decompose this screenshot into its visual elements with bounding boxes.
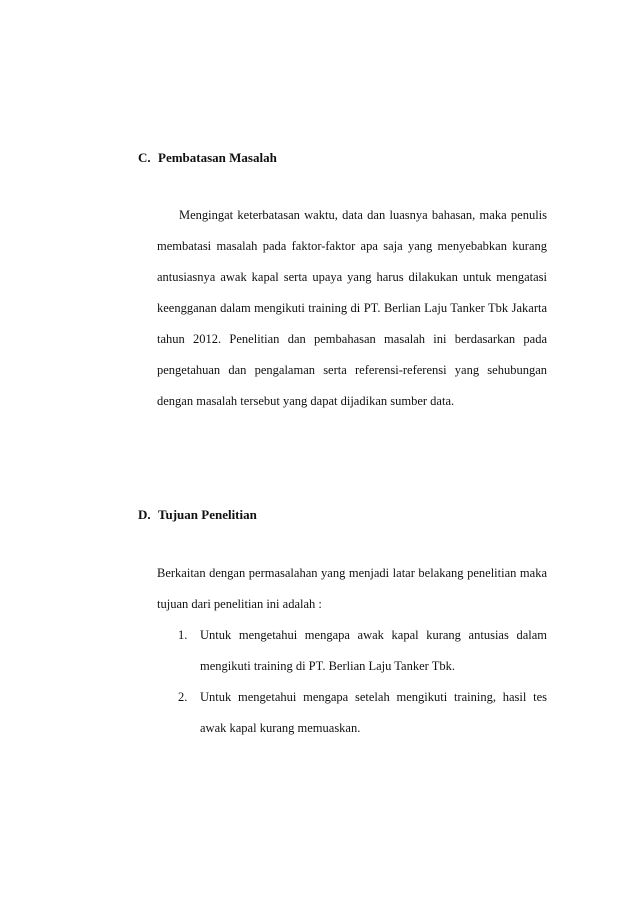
section-c-heading <box>138 150 277 166</box>
list-item-text: Untuk mengetahui mengapa awak kapal kurang antusias dalam mengikuti training di PT. Berlian Laju Tanker Tbk. <box>200 628 547 673</box>
section-c-title: Pembatasan Masalah <box>158 150 277 165</box>
objectives-list <box>178 620 547 744</box>
section-d-heading <box>138 507 257 523</box>
section-c-paragraph: Mengingat keterbatasan waktu, data dan luasnya bahasan, maka penulis membatasi masalah pada faktor-faktor apa saja yang menyebabkan kurang antusiasnya awak kapal serta upaya yang harus dilakukan untuk mengatasi keengganan dalam mengikuti training di PT. Berlian Laju Tanker Tbk Jakarta tahun 2012. Penelitian dan pembahasan masalah ini berdasarkan pada pengetahuan dan pengalaman serta referensi-referensi yang sehubungan dengan masalah tersebut yang dapat dijadikan sumber data. <box>157 208 547 408</box>
list-item <box>178 682 547 744</box>
section-c-letter: C. <box>138 150 151 165</box>
section-d-letter: D. <box>138 507 151 522</box>
list-item-number: 2. <box>178 690 188 704</box>
section-d-paragraph: Berkaitan dengan permasalahan yang menjadi latar belakang penelitian maka tujuan dari penelitian ini adalah : <box>157 566 547 611</box>
list-item-text: Untuk mengetahui mengapa setelah mengikuti training, hasil tes awak kapal kurang memuaskan. <box>200 690 547 735</box>
section-d-title: Tujuan Penelitian <box>158 507 257 522</box>
list-item-number: 1. <box>178 628 188 642</box>
list-item <box>178 620 547 682</box>
